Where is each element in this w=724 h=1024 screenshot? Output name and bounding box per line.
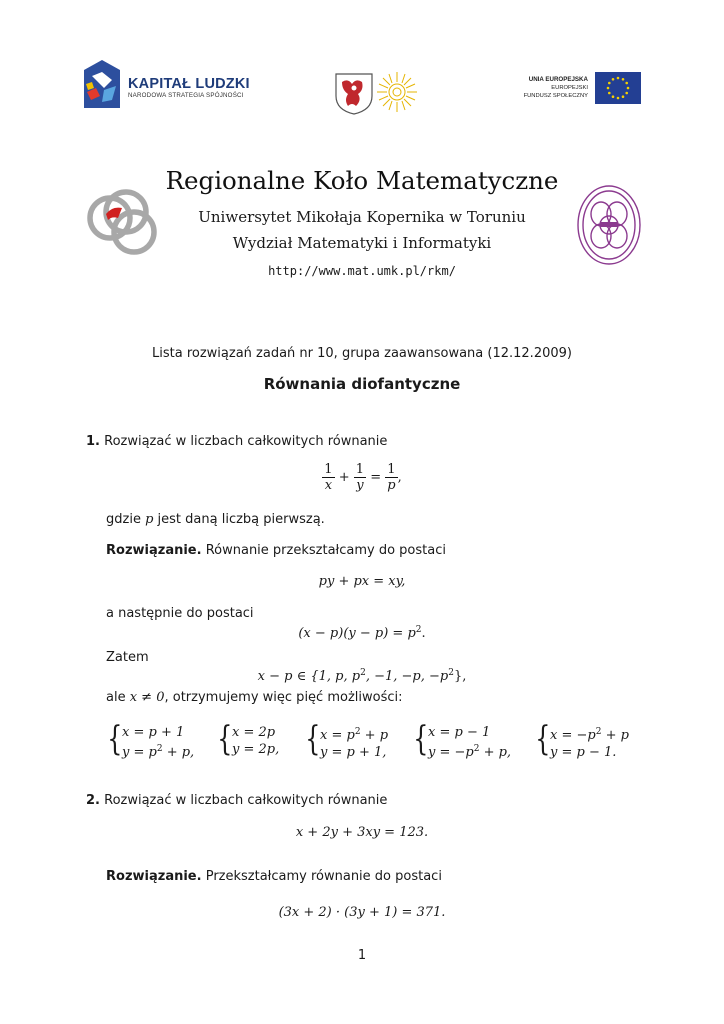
kl-title: KAPITAŁ LUDZKI — [128, 76, 250, 92]
zatem-text: Zatem — [106, 650, 149, 665]
eq3-main: (x − p)(y − p) = p — [298, 626, 416, 641]
eq4-exp: 2 — [360, 668, 366, 678]
eu-line1: UNIA EUROPEJSKA — [528, 76, 588, 83]
section-title: Równania diofantyczne — [263, 375, 461, 393]
system-4-line-2: $y = -p^2 + p$, — [428, 744, 512, 760]
ale-math: x ≠ 0 — [129, 690, 165, 705]
system-3-line-2: y = p + 1, — [320, 745, 387, 760]
frac-num: 1 — [355, 462, 365, 477]
system-5-line-1: $x = -p^2 + p$ — [550, 727, 629, 743]
solution-text: Równanie przekształcamy do postaci — [205, 543, 446, 558]
eu-text-block — [500, 76, 588, 100]
page-title: Regionalne Koło Matematyczne — [165, 166, 559, 195]
brace-icon: { — [217, 719, 233, 759]
brace-icon: { — [535, 719, 551, 759]
kl-subtitle: NARODOWA STRATEGIA SPÓJNOŚCI — [128, 92, 244, 99]
problem-1-number: 1. — [86, 434, 100, 449]
p-variable: p — [145, 512, 154, 527]
problem-1-statement — [86, 434, 387, 449]
brace-icon: { — [305, 719, 321, 759]
equation-factored — [0, 625, 724, 641]
system-5-line-2: y = p − 1. — [550, 745, 617, 760]
faculty-name: Wydział Matematyki i Informatyki — [232, 234, 492, 252]
system-4-line-1: x = p − 1 — [428, 725, 491, 740]
problem-2-text: Rozwiązać w liczbach całkowitych równanie — [104, 793, 388, 808]
problem-1-condition — [106, 512, 325, 527]
eq4-mid: , −1, −p, −p — [365, 669, 449, 684]
kapital-ludzki-logo — [82, 58, 252, 110]
frac-den: x — [322, 477, 334, 493]
eu-line3: FUNDUSZ SPOŁECZNY — [523, 93, 588, 99]
eq4-exp2: 2 — [448, 668, 454, 678]
page-number: 1 — [357, 948, 367, 963]
op-plus: + — [338, 470, 350, 485]
eu-line2: EUROPEJSKI — [551, 85, 588, 91]
system-2-line-1: x = 2p — [232, 725, 276, 740]
eq3-exp: 2 — [415, 625, 422, 635]
eq4-end: }, — [453, 669, 467, 684]
crest-icon — [334, 72, 374, 116]
seal-logo-icon — [576, 184, 642, 266]
frac-num: 1 — [387, 462, 396, 477]
equation-py-px: py + px = xy, — [318, 574, 406, 589]
system-3-line-1: $x = p^2 + p$ — [320, 727, 389, 743]
brace-icon: { — [413, 719, 429, 759]
solution-text: Przekształcamy równanie do postaci — [205, 869, 442, 884]
brace-icon: { — [107, 719, 123, 759]
solution-label: Rozwiązanie. — [106, 869, 202, 884]
ale-rest: , otrzymujemy więc pięć możliwości: — [164, 690, 403, 705]
solution-label: Rozwiązanie. — [106, 543, 202, 558]
ale-line — [106, 690, 403, 705]
condition-text: jest daną liczbą pierwszą. — [157, 512, 325, 527]
eq3-end: . — [421, 626, 426, 641]
eq-end: , — [397, 470, 402, 485]
kapital-ludzki-emblem-icon — [82, 58, 122, 110]
website-url[interactable]: http://www.mat.umk.pl/rkm/ — [268, 264, 456, 278]
problem-2-number: 2. — [86, 793, 100, 808]
eu-flag-icon — [595, 72, 641, 104]
eq4-main: x − p ∈ {1, p, p — [257, 669, 361, 684]
system-2-line-2: y = 2p, — [232, 742, 280, 757]
problem-2-solution-intro — [106, 869, 442, 884]
problem-1-solution-intro — [106, 543, 446, 558]
next-step-text: a następnie do postaci — [106, 606, 254, 621]
problem-2-statement — [86, 793, 387, 808]
op-equals: = — [370, 470, 382, 485]
university-name: Uniwersytet Mikołaja Kopernika w Toruniu — [198, 208, 526, 226]
system-1-line-1: x = p + 1 — [122, 725, 185, 740]
problem-2-transformed-equation: (3x + 2) · (3y + 1) = 371. — [278, 905, 446, 920]
frac-den: y — [354, 477, 366, 493]
frac-num: 1 — [324, 462, 333, 477]
problem-2-equation: x + 2y + 3xy = 123. — [295, 825, 429, 840]
list-info: Lista rozwiązań zadań nr 10, grupa zaawansowana (12.12.2009) — [152, 346, 572, 361]
equation-set — [0, 668, 724, 684]
sun-seal-icon — [377, 70, 417, 114]
system-1-line-2: $y = p^2 + p$, — [122, 744, 195, 760]
gdzie-text: gdzie — [106, 512, 141, 527]
frac-den: p — [387, 478, 396, 493]
ale-text: ale — [106, 690, 126, 705]
problem-1-text: Rozwiązać w liczbach całkowitych równanie — [104, 434, 388, 449]
problem-1-equation — [0, 462, 724, 493]
